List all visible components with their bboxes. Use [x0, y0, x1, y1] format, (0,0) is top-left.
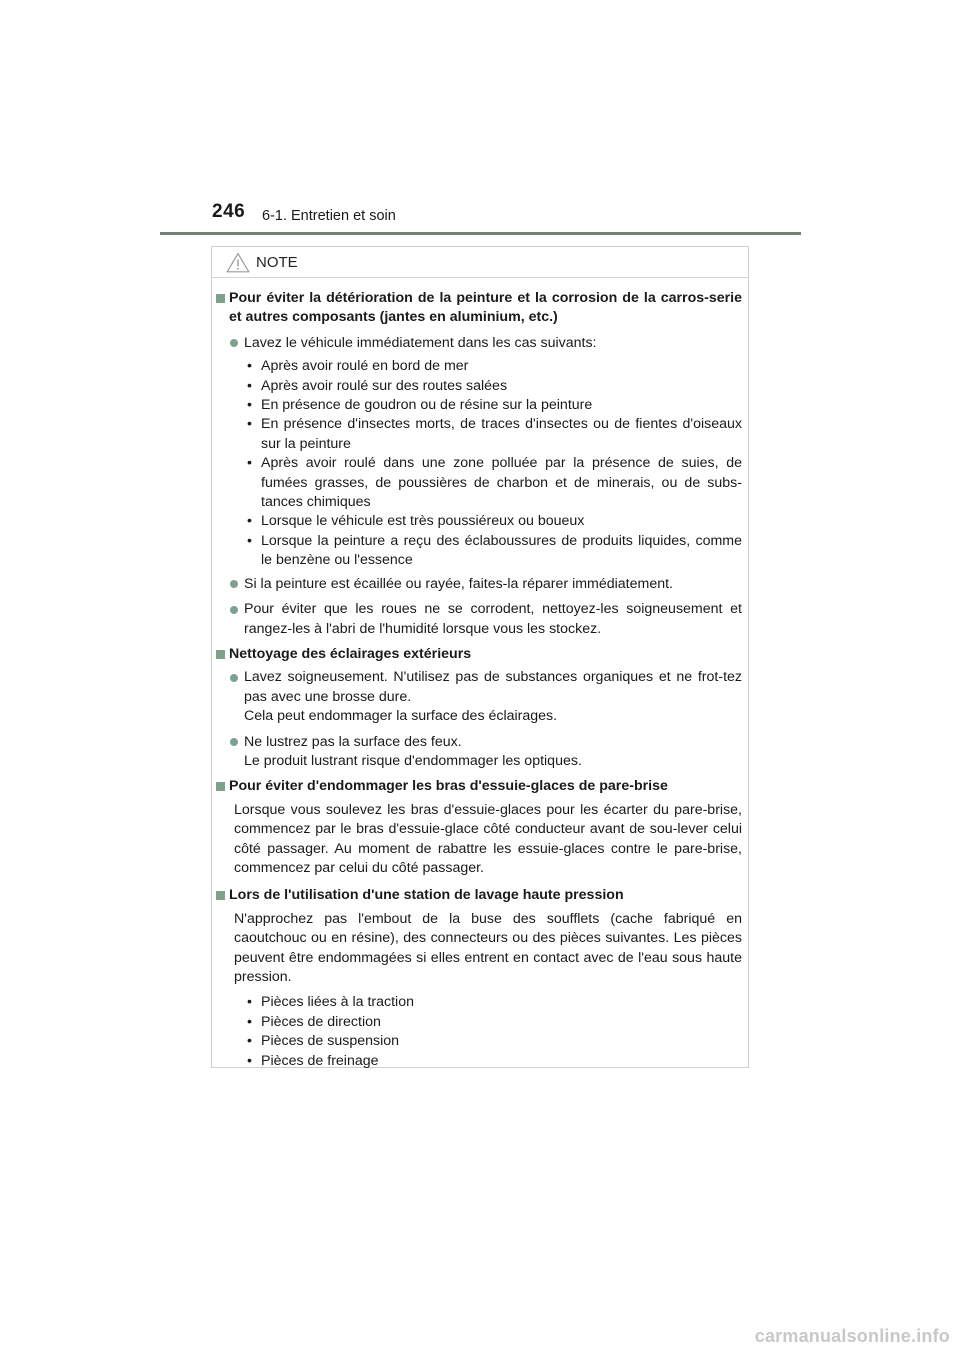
note-body: [212, 278, 748, 1071]
section-title: 6-1. Entretien et soin: [262, 208, 396, 224]
list-item: • Pièces de suspension: [247, 1033, 400, 1050]
section-heading: Nettoyage des éclairages extérieurs: [216, 645, 742, 664]
square-bullet-icon: [216, 782, 225, 791]
circle-bullet-icon: [230, 580, 238, 588]
list-item: • En présence d'insectes morts, de traces d'insectes ou de fientes d'oiseaux sur la peinture: [247, 416, 742, 452]
header-rule: [160, 232, 801, 235]
list-item: Lavez le véhicule immédiatement dans les cas suivants:: [216, 334, 742, 353]
bullet-list: [216, 993, 742, 1071]
note-header: [212, 247, 748, 278]
section-heading: Pour éviter la détérioration de la peinture et la corrosion de la carros-serie et autres composants (jantes en aluminium, etc.): [216, 289, 742, 328]
circle-bullet-icon: [230, 339, 238, 347]
note-box: [211, 246, 749, 1068]
list-item: • Après avoir roulé en bord de mer: [247, 358, 469, 375]
list-item: Ne lustrez pas la surface des feux. Le produit lustrant risque d'endommager les optiques.: [216, 733, 742, 772]
list-item: • Pièces de freinage: [247, 1052, 379, 1069]
list-item: Pour éviter que les roues ne se corrodent, nettoyez-les soigneusement et rangez-les à l'abri de l'humidité lorsque vous les stockez.: [216, 600, 742, 639]
list-item: • Pièces de direction: [247, 1013, 381, 1030]
note-label: NOTE: [256, 254, 298, 271]
list-item: • Lorsque la peinture a reçu des éclaboussures de produits liquides, comme le benzène ou l'essence: [247, 532, 742, 569]
list-item: • En présence de goudron ou de résine sur la peinture: [247, 397, 593, 414]
warning-triangle-icon: [226, 252, 250, 273]
section-heading: Lors de l'utilisation d'une station de lavage haute pression: [216, 886, 742, 905]
paragraph: N'approchez pas l'embout de la buse des soufflets (cache fabriqué en caoutchouc ou en résine), des connecteurs ou des pièces suivantes. Les pièces peuvent être endommagées si elles entrent en contact avec de l'eau sous haute pression.: [234, 910, 742, 985]
circle-bullet-icon: [230, 606, 238, 614]
watermark: carmanualsonline.info: [754, 1326, 950, 1346]
list-item: • Après avoir roulé dans une zone polluée par la présence de suies, de fumées grasses, de poussières de charbon et de minerais, ou de subs-tances chimiques: [247, 455, 742, 511]
section-heading: Pour éviter d'endommager les bras d'essuie-glaces de pare-brise: [216, 777, 742, 796]
list-item: Si la peinture est écaillée ou rayée, faites-la réparer immédiatement.: [216, 575, 742, 594]
list-item: • Après avoir roulé sur des routes salées: [247, 377, 508, 394]
list-item: • Pièces liées à la traction: [247, 994, 414, 1011]
page-number: 246: [212, 201, 246, 222]
paragraph: Lorsque vous soulevez les bras d'essuie-glaces pour les écarter du pare-brise, commencez par le bras d'essuie-glace côté conducteur avant de sou-lever celui côté passager. Au moment de rabattre les essuie-glaces contre le pare-brise, commencez par celui du côté passager.: [234, 801, 742, 876]
list-item: • Lorsque le véhicule est très poussiéreux ou boueux: [247, 513, 585, 530]
square-bullet-icon: [216, 891, 225, 900]
circle-bullet-icon: [230, 738, 238, 746]
square-bullet-icon: [216, 294, 225, 303]
circle-bullet-icon: [230, 674, 238, 682]
square-bullet-icon: [216, 650, 225, 659]
list-item: Lavez soigneusement. N'utilisez pas de substances organiques et ne frot-tez pas avec une brosse dure. Cela peut endommager la surface des éclairages.: [216, 668, 742, 726]
bullet-list: [216, 357, 742, 570]
